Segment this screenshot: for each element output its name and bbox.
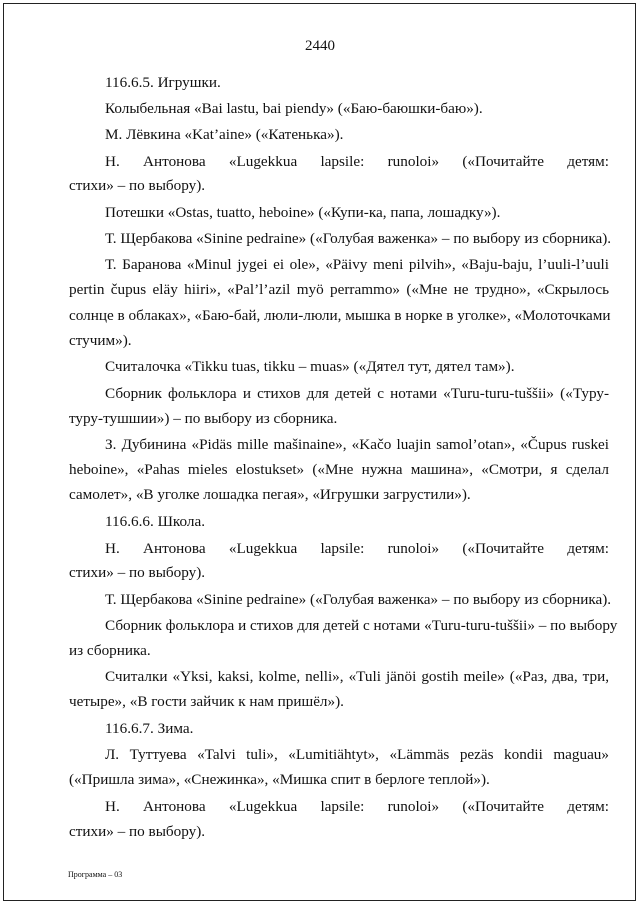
text-line: Н. Антонова «Lugekkua lapsile: runoloi» («Почитайте детям: (105, 540, 609, 557)
footer-label: Программа – 03 (68, 870, 123, 879)
text-line: Т. Щербакова «Sinine pedraine» («Голубая важенка» – по выбору из сборника). (105, 591, 612, 608)
section-heading-winter: 116.6.7. Зима. (105, 720, 194, 737)
text-line: стучим»). (69, 332, 132, 349)
section-heading-school: 116.6.6. Школа. (105, 513, 206, 530)
text-line: Считалки «Yksi, kaksi, kolme, nelli», «Tuli jänöi gostih meile» («Раз, два, три, (105, 668, 609, 685)
text-line: Н. Антонова «Lugekkua lapsile: runoloi» («Почитайте детям: (105, 798, 609, 815)
text-line: Л. Туттуева «Talvi tuli», «Lumitiähtyt», «Lämmäs pezäs kondii maguau» (105, 746, 609, 763)
text-line: Т. Баранова «Minul jygei ei ole», «Päivy meni pilvih», «Baju-baju, l’uuli-l’uuli (105, 256, 609, 273)
text-line: солнце в облаках», «Баю-бай, люли-люли, мышка в норке в уголке», «Молоточками (69, 307, 611, 324)
text-line: Сборник фольклора и стихов для детей с нотами «Turu-turu-tuššii» – по выбору (105, 617, 618, 634)
text-line: («Пришла зима», «Снежинка», «Мишка спит в берлоге теплой»). (69, 771, 490, 788)
text-line: Потешки «Ostas, tuatto, heboine» («Купи-ка, папа, лошадку»). (105, 204, 501, 221)
text-line: четыре», «В гости зайчик к нам пришёл»). (69, 693, 344, 710)
text-line: pertin čupus eläy hiiri», «Pal’l’azil myö perrammo» («Мне не трудно», «Скрылось (69, 281, 609, 298)
text-line: стихи» – по выбору). (69, 823, 206, 840)
text-line: стихи» – по выбору). (69, 564, 206, 581)
page-number: 2440 (305, 38, 335, 54)
text-line: стихи» – по выбору). (69, 177, 206, 194)
text-line: туру-тушшии») – по выбору из сборника. (69, 410, 338, 427)
text-line: Н. Антонова «Lugekkua lapsile: runoloi» («Почитайте детям: (105, 153, 609, 170)
text-line: heboine», «Pahas mieles elostukset» («Мне нужна машина», «Смотри, я сделал (69, 461, 609, 478)
text-line: Т. Щербакова «Sinine pedraine» («Голубая важенка» – по выбору из сборника). (105, 230, 612, 247)
text-line: Считалочка «Tikku tuas, tikku – muas» («Дятел тут, дятел там»). (105, 358, 515, 375)
text-line: самолет», «В уголке лошадка пегая», «Игрушки загрустили»). (69, 486, 471, 503)
text-line: Сборник фольклора и стихов для детей с нотами «Turu-turu-tuššii» («Туру- (105, 385, 609, 402)
section-heading-toys: 116.6.5. Игрушки. (105, 74, 221, 91)
text-line: М. Лёвкина «Kat’aine» («Катенька»). (105, 126, 344, 143)
text-line: З. Дубинина «Pidäs mille mašinaine», «Kačo luajin samol’otan», «Čupus ruskei (105, 436, 609, 453)
text-line: из сборника. (69, 642, 151, 659)
text-line: Колыбельная «Bai lastu, bai piendy» («Баю-баюшки-баю»). (105, 100, 483, 117)
